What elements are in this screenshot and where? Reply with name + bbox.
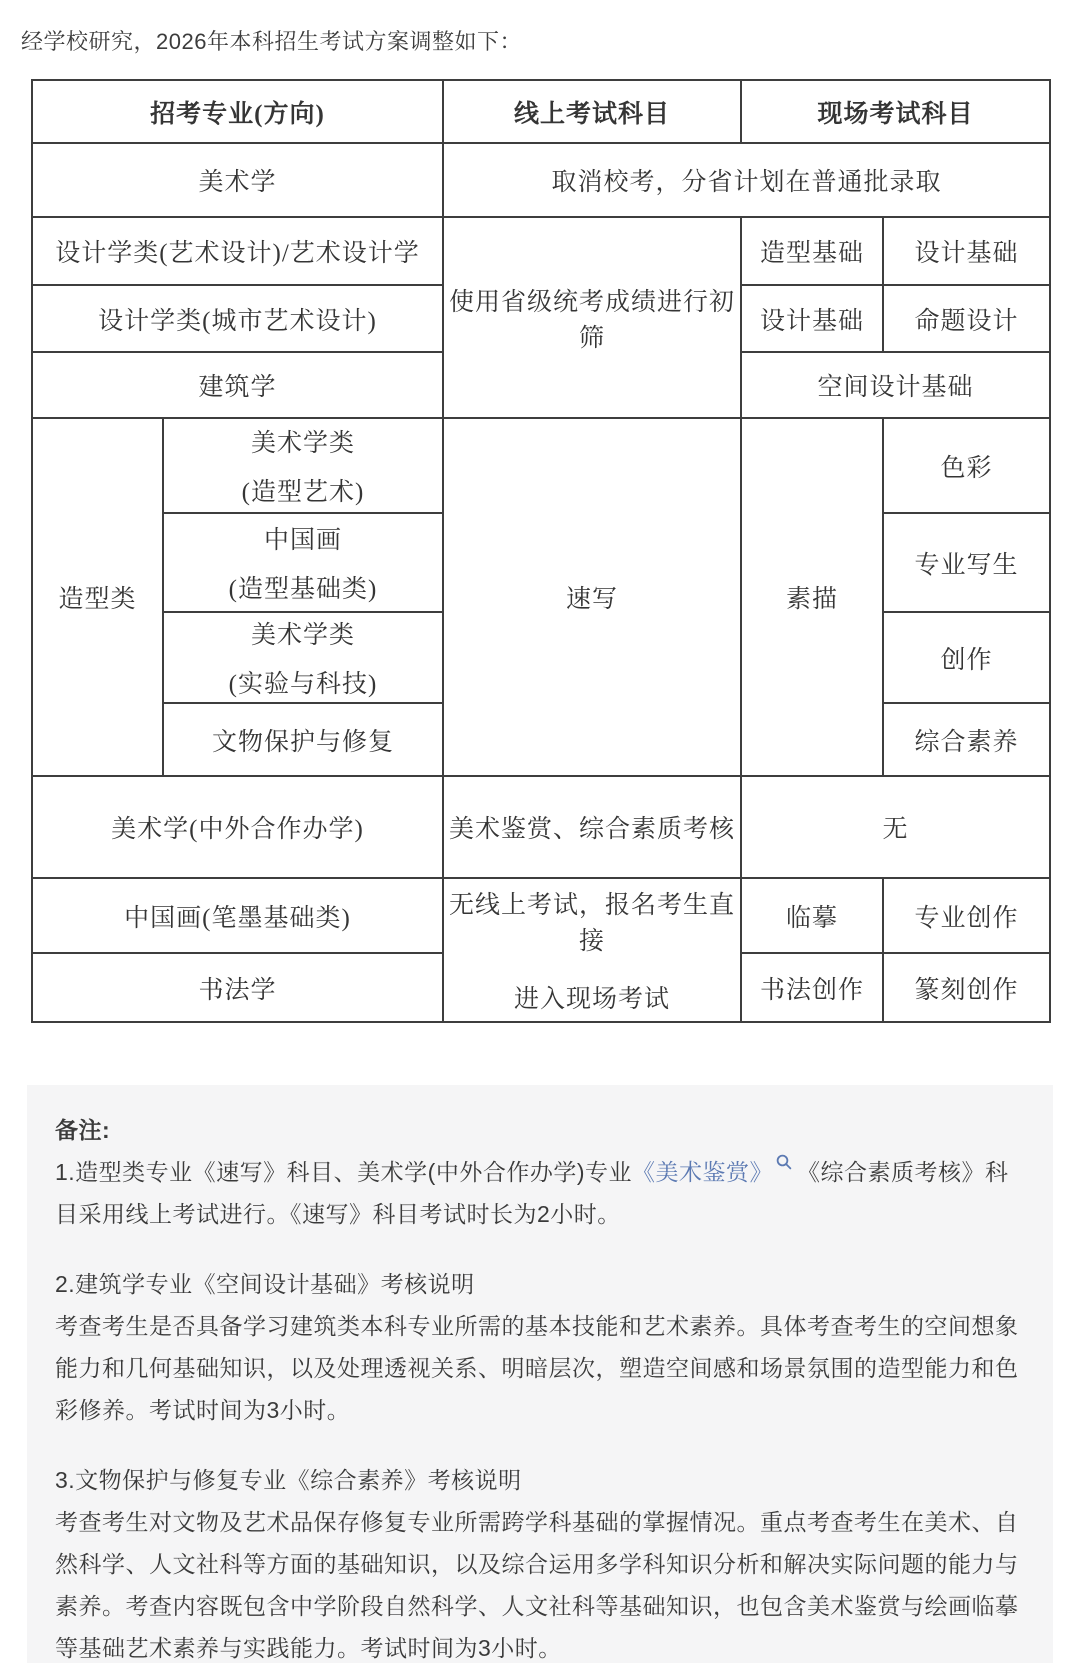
major-line: 美术学类 [250,430,355,457]
cell-major-architecture: 建筑学 [32,352,443,418]
cell-major-relic-conservation: 文物保护与修复 [163,703,443,776]
table-row [32,217,1050,285]
major-line: (造型艺术) [241,479,365,506]
cell-major-urban-design: 设计学类(城市艺术设计) [32,285,443,352]
cell-online-provincial-screening: 使用省级统考成绩进行初筛 [443,217,741,418]
cell-major-fine-arts: 美术学 [32,143,443,217]
exam-plan-table [31,79,1051,1023]
cell-onsite-calligraphy-creation: 书法创作 [741,953,883,1022]
cell-onsite-space-design-basics: 空间设计基础 [741,352,1050,418]
cell-onsite-seal-carving: 篆刻创作 [883,953,1050,1022]
note-1 [55,1151,1023,1235]
note-2-body: 考查考生是否具备学习建筑类本科专业所需的基本技能和艺术素养。具体考查考生的空间想象能力和几何基础知识，以及处理透视关系、明暗层次，塑造空间感和场景氛围的造型能力和色彩修养。考试时间为3小时。 [55,1313,1019,1423]
cell-onsite-modeling-basics: 造型基础 [741,217,883,285]
note-3-body: 考查考生对文物及艺术品保存修复专业所需跨学科基础的掌握情况。重点考查考生在美术、自然科学、人文社科等方面的基础知识，以及综合运用多学科知识分析和解决实际问题的能力与素养。考查内容既包含中学阶段自然科学、人文社科等基础知识，也包含美术鉴赏与绘画临摹等基础艺术素养与实践能力。考试时间为3小时。 [55,1509,1019,1661]
intro-text: 经学校研究，2026年本科招生考试方案调整如下： [21,29,522,54]
cell-onsite-color: 色彩 [883,418,1050,513]
cell-onsite-drawing: 素描 [741,418,883,776]
note-1-pre: 1.造型类专业《速写》科目、美术学(中外合作办学)专业 [55,1159,632,1185]
major-line: 中国画 [263,527,342,554]
major-line: (造型基础类) [228,576,378,603]
note-2-title: 2.建筑学专业《空间设计基础》考核说明 [55,1271,475,1297]
cell-onsite-professional-creation: 专业创作 [883,878,1050,953]
table-header-row [32,80,1050,143]
cell-onsite-themed-design: 命题设计 [883,285,1050,352]
major-line: (实验与科技) [228,671,378,698]
table-row [32,878,1050,953]
notes-heading: 备注: [55,1117,111,1143]
major-line: 美术学类 [250,622,355,649]
cell-major-fine-arts-modeling [163,418,443,513]
note-3-title: 3.文物保护与修复专业《综合素养》考核说明 [55,1467,522,1493]
cell-onsite-design-basics-2: 设计基础 [741,285,883,352]
search-icon[interactable] [775,1142,793,1184]
header-major: 招考专业(方向) [32,80,443,143]
cell-major-chinese-painting-ink: 中国画(笔墨基础类) [32,878,443,953]
cell-major-fine-arts-experiment-tech [163,612,443,703]
header-online-subjects: 线上考试科目 [443,80,741,143]
cell-group-modeling-category: 造型类 [32,418,163,776]
cell-major-design-art: 设计学类(艺术设计)/艺术设计学 [32,217,443,285]
cell-onsite-none: 无 [741,776,1050,878]
online-exam-note-line: 进入现场考试 [513,986,670,1013]
cell-onsite-comprehensive-quality: 综合素养 [883,703,1050,776]
cell-online-sketching: 速写 [443,418,741,776]
table-row [32,418,1050,513]
art-appreciation-link[interactable]: 《美术鉴赏》 [632,1159,773,1185]
cell-onsite-professional-sketch: 专业写生 [883,513,1050,612]
cell-fine-arts-result: 取消校考，分省计划在普通批录取 [443,143,1050,217]
cell-major-sino-foreign: 美术学(中外合作办学) [32,776,443,878]
note-1-post: 《综合素质考核》科目采用线上考试进行。《速写》科目考试时长为2小时。 [55,1159,1009,1227]
online-exam-note-line: 无线上考试，报名考生直接 [448,892,735,955]
cell-onsite-creation: 创作 [883,612,1050,703]
cell-onsite-copying: 临摹 [741,878,883,953]
cell-major-chinese-painting-modeling [163,513,443,612]
header-onsite-subjects: 现场考试科目 [741,80,1050,143]
cell-major-calligraphy: 书法学 [32,953,443,1022]
cell-online-art-appreciation: 美术鉴赏、综合素质考核 [443,776,741,878]
notes-box [27,1085,1053,1663]
cell-onsite-design-basics: 设计基础 [883,217,1050,285]
table-row [32,143,1050,217]
table-row [32,776,1050,878]
cell-online-no-online-exam [443,878,741,1022]
